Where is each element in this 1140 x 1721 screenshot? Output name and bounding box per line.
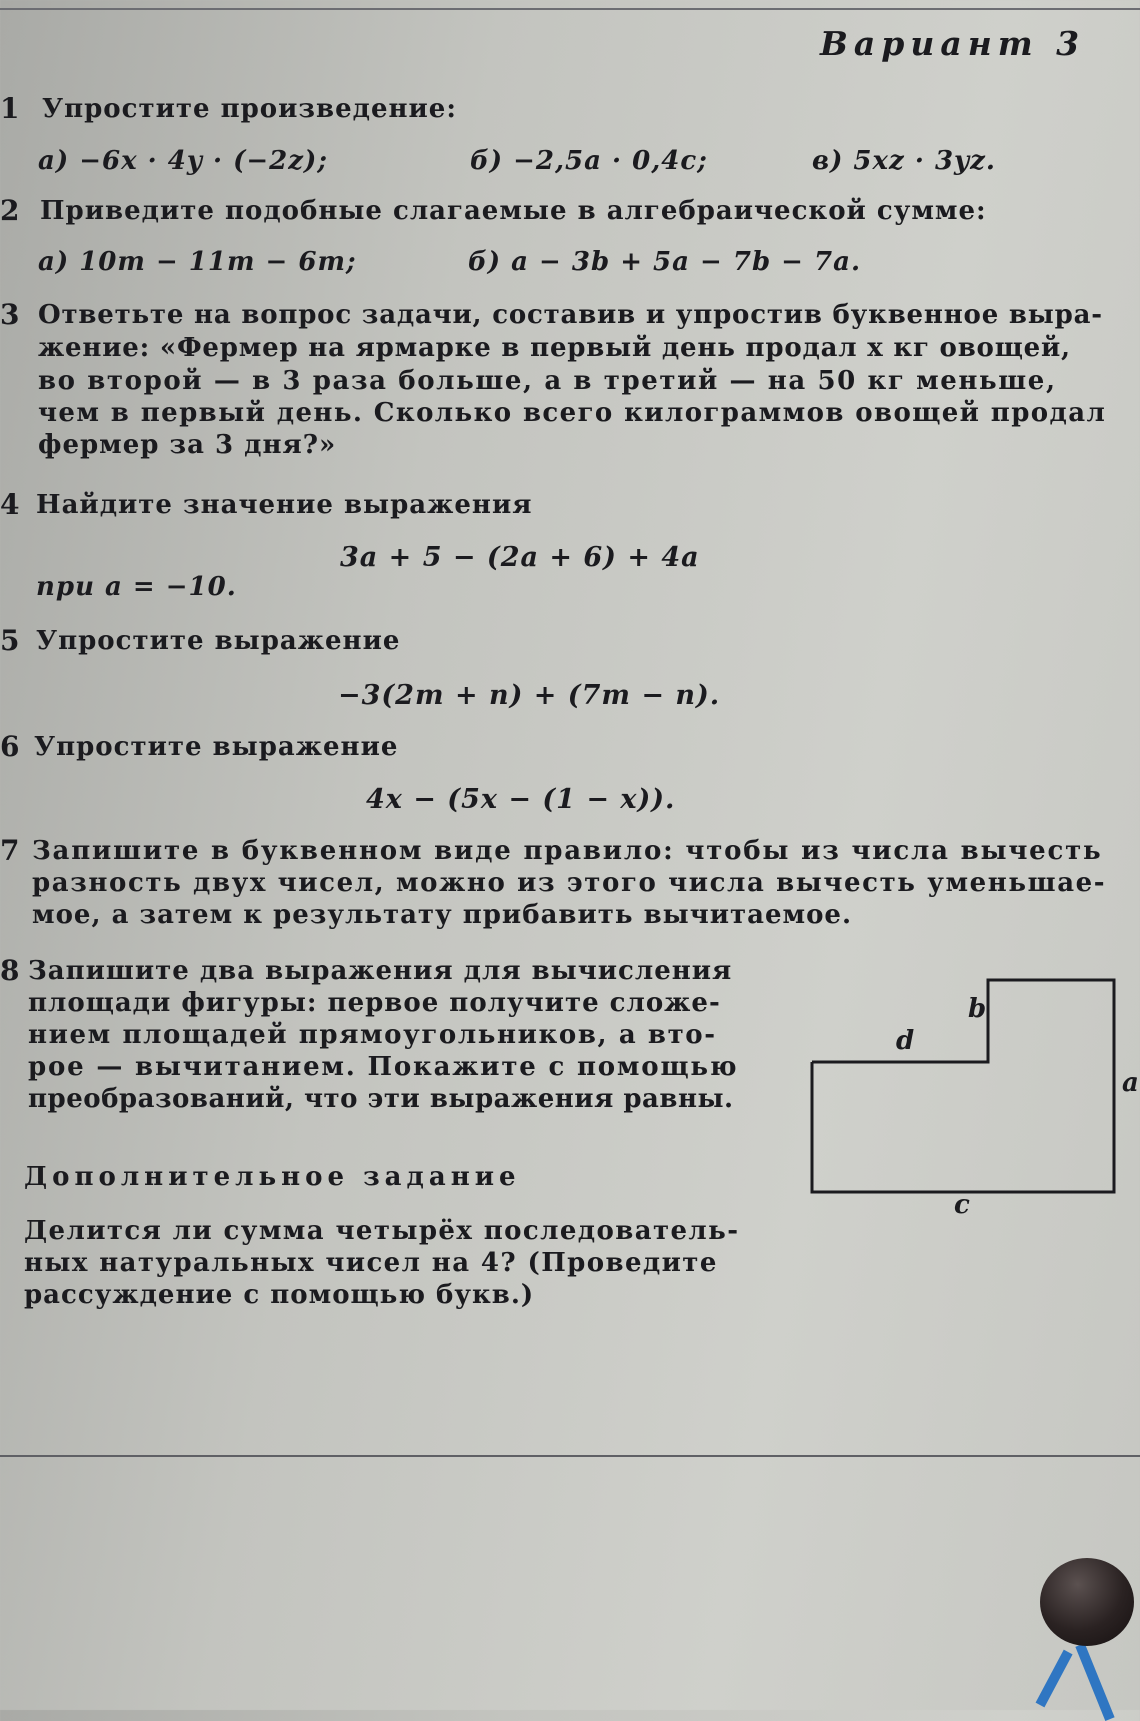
task-2-number: 2	[0, 194, 20, 227]
figure-label-d: d	[896, 1026, 915, 1056]
task-7-line: Запишите в буквенном виде правило: чтобы из числа вычесть	[32, 836, 1103, 866]
task-2-item-a: а) 10m − 11m − 6m;	[38, 247, 357, 277]
task-3-line: во второй — в 3 раза больше, а в третий — на 50 кг меньше,	[38, 366, 1057, 396]
figure-label-a: a	[1122, 1068, 1139, 1098]
task-1-item-c: в) 5xz · 3yz.	[812, 146, 996, 176]
task-5-expression: −3(2m + n) + (7m − n).	[338, 680, 721, 711]
task-4-expression: 3a + 5 − (2a + 6) + 4a	[340, 542, 700, 573]
task-6-title: Упростите выражение	[34, 732, 399, 762]
task-1-number: 1	[0, 92, 20, 125]
task-6-number: 6	[0, 730, 20, 763]
task-5-number: 5	[0, 624, 20, 657]
task-2-item-b: б) a − 3b + 5a − 7b − 7a.	[468, 247, 861, 277]
task-3-line: фермер за 3 дня?»	[38, 430, 337, 460]
task-3-line: жение: «Фермер на ярмарке в первый день продал x кг овощей,	[38, 333, 1071, 363]
task-8-line: рое — вычитанием. Покажите с помощью	[28, 1052, 739, 1082]
extra-task-line: Делится ли сумма четырёх последователь-	[24, 1216, 740, 1246]
extra-task-line: рассуждение с помощью букв.)	[24, 1280, 535, 1310]
task-6-expression: 4x − (5x − (1 − x)).	[366, 784, 676, 815]
task-4-condition: при a = −10.	[36, 572, 237, 602]
task-1-item-a: а) −6x · 4y · (−2z);	[38, 146, 328, 176]
bottom-rule	[0, 1455, 1140, 1457]
task-8-line: нием площадей прямоугольников, а вто-	[28, 1020, 717, 1050]
task-3-line: Ответьте на вопрос задачи, составив и упростив буквенное выра-	[38, 300, 1103, 330]
task-1-title: Упростите произведение:	[42, 94, 457, 124]
task-8-line: площади фигуры: первое получите сложе-	[28, 988, 721, 1018]
figure-label-c: c	[954, 1190, 970, 1220]
task-5-title: Упростите выражение	[36, 626, 401, 656]
task-1-item-b: б) −2,5a · 0,4c;	[470, 146, 708, 176]
figure-label-b: b	[968, 994, 987, 1024]
extra-task-title: Дополнительное задание	[24, 1162, 521, 1192]
extra-task-line: ных натуральных чисел на 4? (Проведите	[24, 1248, 718, 1278]
variant-title: Вариант 3	[820, 24, 1086, 63]
task-4-title: Найдите значение выражения	[36, 490, 533, 520]
pushpin-icon	[1040, 1558, 1134, 1646]
task-3-number: 3	[0, 298, 20, 331]
task-8-line: Запишите два выражения для вычисления	[28, 956, 733, 986]
task-2-title: Приведите подобные слагаемые в алгебраической сумме:	[40, 196, 987, 226]
task-7-line: мое, а затем к результату прибавить вычитаемое.	[32, 900, 853, 930]
task-3-line: чем в первый день. Сколько всего килограммов овощей продал	[38, 398, 1107, 428]
pin-wire-right	[1075, 1643, 1114, 1721]
task-8-number: 8	[0, 954, 20, 987]
task-7-number: 7	[0, 834, 20, 867]
top-rule	[0, 8, 1140, 10]
pin-wire-left	[1036, 1650, 1073, 1708]
task-4-number: 4	[0, 488, 20, 521]
task-8-line: преобразований, что эти выражения равны.	[28, 1084, 734, 1114]
task-7-line: разность двух чисел, можно из этого числа вычесть уменьшае-	[32, 868, 1107, 898]
figure-outline	[812, 980, 1114, 1192]
